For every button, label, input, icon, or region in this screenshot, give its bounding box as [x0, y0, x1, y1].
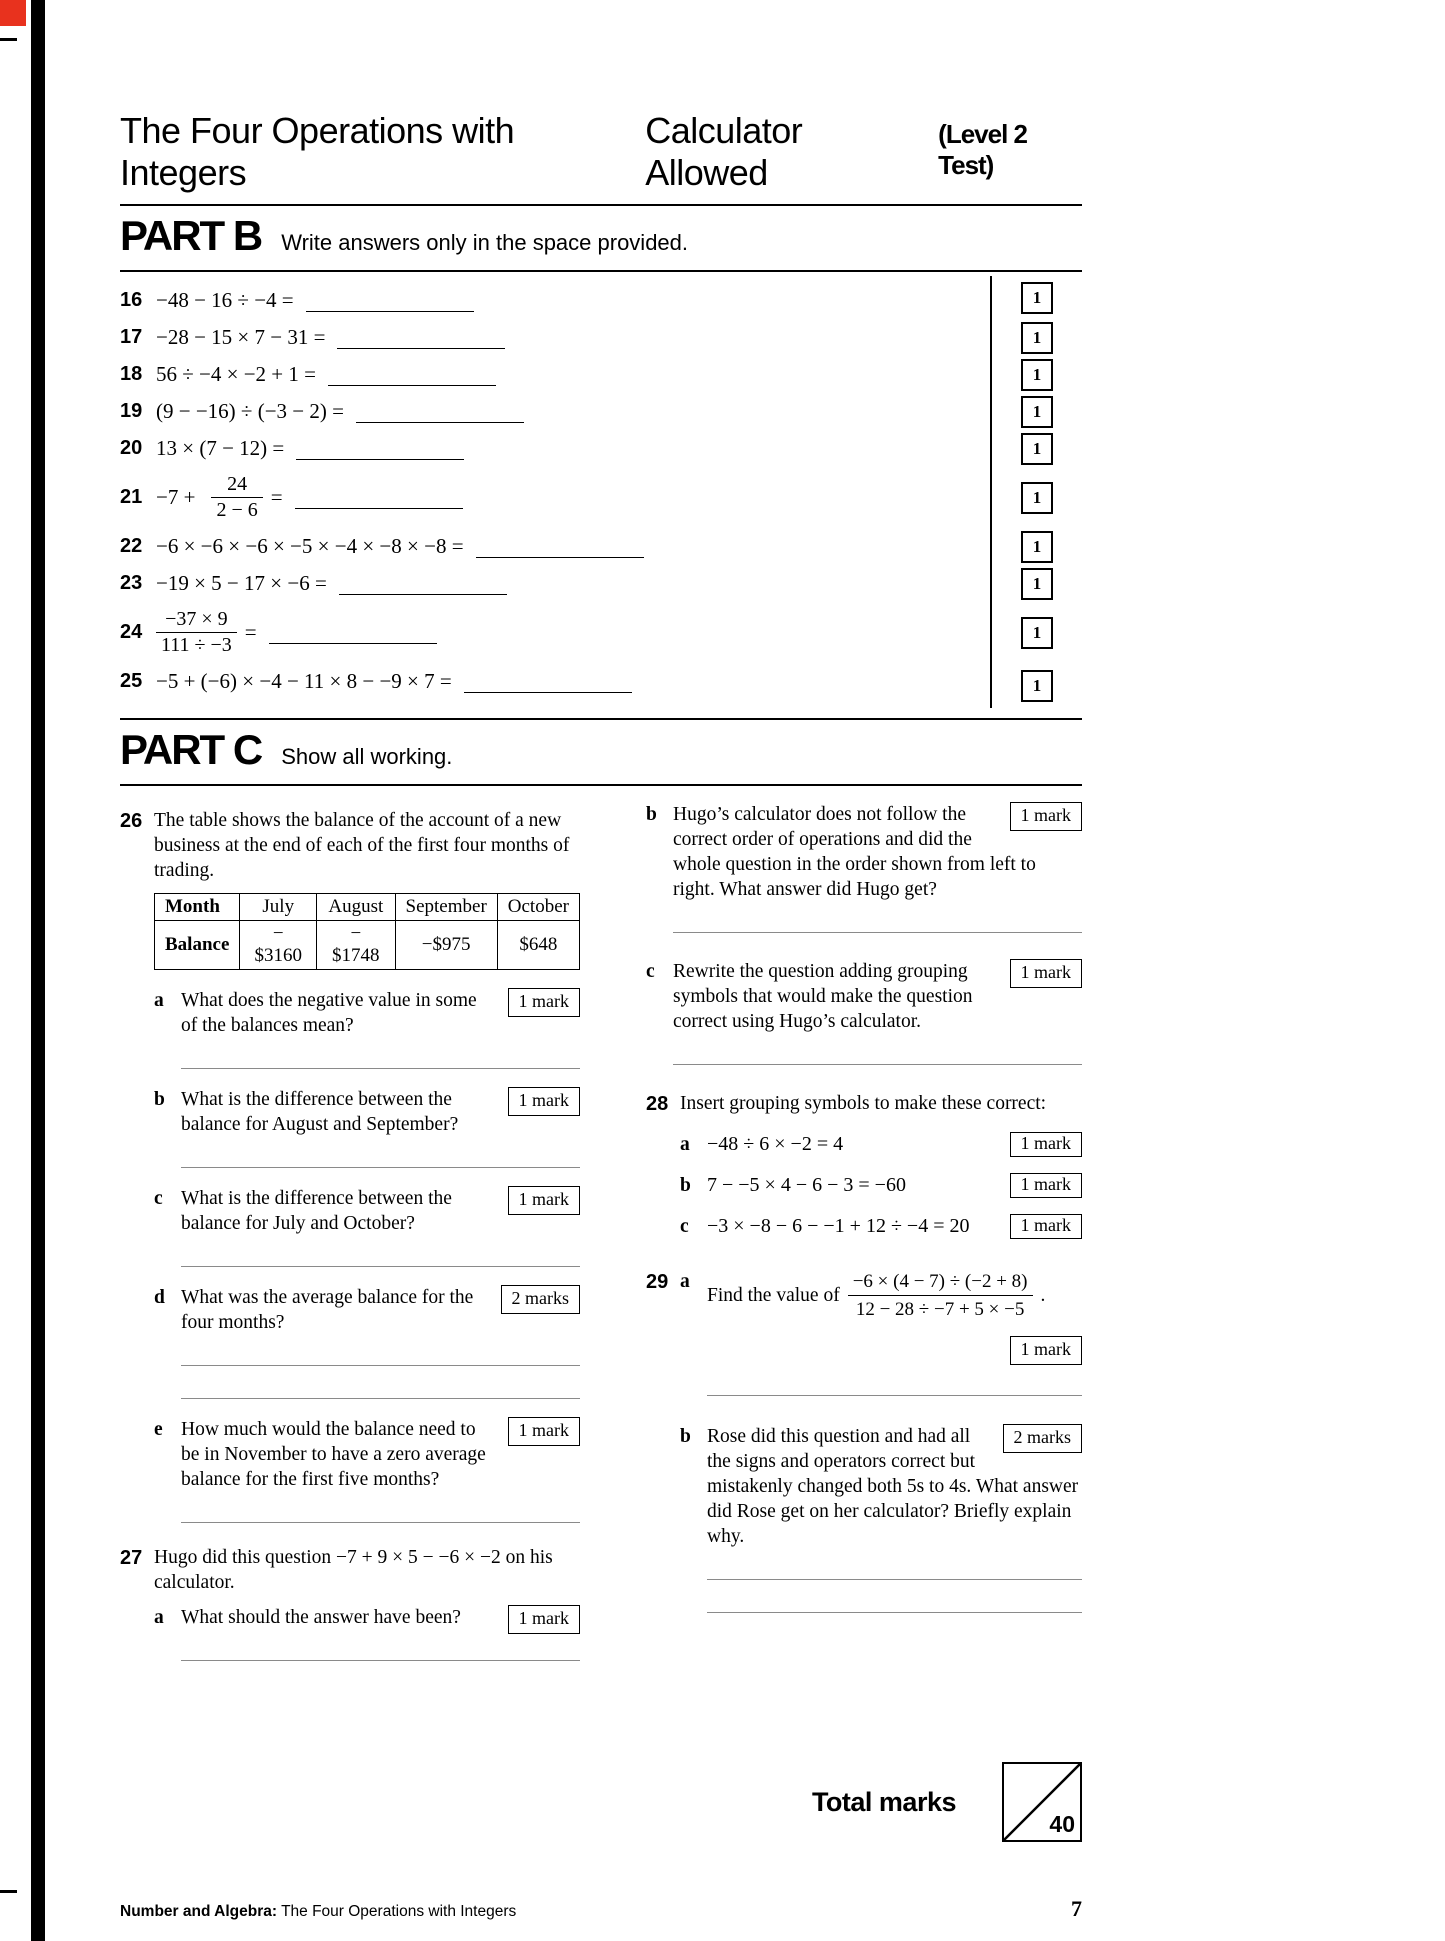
table-cell: July	[240, 894, 317, 921]
answer-line	[707, 1395, 1082, 1396]
part-text: Rose did this question and had all the signs and operators correct but mistakenly changed both 5s to 4s. What answer did Rose get on her calculator? Briefly explain why.	[707, 1426, 1079, 1547]
fraction-numerator: 24	[211, 473, 262, 498]
mark-row	[707, 1336, 1082, 1365]
total-marks-value: 40	[1049, 1811, 1075, 1837]
mark-box: 1	[1021, 482, 1053, 514]
footer-text	[120, 1903, 516, 1921]
part-text-suffix: .	[1040, 1285, 1046, 1306]
mark-tag: 1 mark	[1010, 1173, 1082, 1198]
answer-line	[181, 1167, 580, 1168]
table-cell: −$975	[395, 921, 497, 970]
part-c-heading	[120, 726, 1082, 774]
divider	[120, 204, 1082, 206]
fraction-denominator: 2 − 6	[216, 499, 258, 521]
question-28	[646, 1091, 1082, 1239]
question-29	[646, 1269, 1082, 1613]
question-27-continued	[646, 802, 1082, 1065]
question-27	[120, 1545, 580, 1661]
question-expression: (9 − −16) ÷ (−3 − 2) =	[156, 399, 344, 423]
question-expression: −48 − 16 ÷ −4 =	[156, 288, 294, 312]
answer-blank	[328, 363, 496, 386]
part-b-question-16	[120, 276, 1082, 319]
fraction	[156, 608, 237, 657]
mark-box: 1	[1021, 531, 1053, 563]
title-sub: Calculator Allowed	[645, 110, 803, 193]
question-expression: 56 ÷ −4 × −2 + 1 =	[156, 362, 316, 386]
question-28c	[680, 1214, 1082, 1239]
question-26	[120, 808, 580, 1523]
part-c-right-column	[646, 800, 1082, 1661]
question-29b	[680, 1424, 1082, 1613]
crop-mark-bottom	[0, 1890, 17, 1893]
mark-tag: 2 marks	[1003, 1424, 1083, 1453]
question-27c	[646, 959, 1082, 1065]
part-text: Rewrite the question adding grouping symbols that would make the question correct using Hugo’s calculator.	[673, 961, 973, 1032]
total-marks-row	[120, 1762, 1082, 1842]
page-footer	[120, 1896, 1082, 1922]
question-number: 24	[120, 621, 143, 643]
part-text: What was the average balance for the four months?	[181, 1287, 474, 1333]
part-c-label: PART C	[120, 726, 262, 773]
mark-box: 1	[1021, 322, 1053, 354]
answer-line	[181, 1266, 580, 1267]
table-cell: October	[497, 894, 579, 921]
question-26a	[154, 988, 580, 1069]
part-label: a	[154, 990, 164, 1011]
question-28b	[680, 1173, 1082, 1198]
answer-blank	[356, 400, 524, 423]
answer-blank	[306, 289, 474, 312]
print-registration-square	[0, 0, 26, 26]
question-intro: Hugo did this question −7 + 9 × 5 − −6 × −2 on his calculator.	[154, 1547, 553, 1593]
question-number: 27	[120, 1547, 143, 1569]
fraction-denominator: 111 ÷ −3	[161, 634, 232, 656]
question-26c	[154, 1186, 580, 1267]
question-number: 26	[120, 810, 143, 832]
part-b-heading	[120, 212, 1082, 260]
crop-mark-top	[0, 38, 17, 41]
part-b-question-21	[120, 467, 1082, 528]
part-text: Hugo’s calculator does not follow the correct order of operations and did the whole question in the order shown from left to right. What answer did Hugo get?	[673, 804, 1036, 900]
answer-line	[181, 1365, 580, 1366]
part-text: What is the difference between the balance for August and September?	[181, 1089, 459, 1135]
mark-tag: 1 mark	[1010, 1336, 1082, 1365]
part-b-question-22	[120, 528, 1082, 565]
answer-line	[673, 1064, 1082, 1065]
spine-bar	[31, 0, 45, 1941]
question-expression: 13 × (7 − 12) =	[156, 436, 285, 460]
part-expression: 7 − −5 × 4 − 6 − 3 = −60	[707, 1174, 906, 1196]
question-number: 29	[646, 1271, 669, 1293]
mark-tag: 1 mark	[1010, 1132, 1082, 1157]
mark-tag: 1 mark	[1010, 802, 1082, 831]
table-header-month: Month	[155, 894, 240, 921]
question-intro: Insert grouping symbols to make these correct:	[680, 1093, 1047, 1114]
question-expression: −6 × −6 × −6 × −5 × −4 × −8 × −8 =	[156, 534, 464, 558]
footer-strand: Number and Algebra:	[120, 1903, 278, 1920]
part-b-question-20	[120, 430, 1082, 467]
mark-tag: 1 mark	[508, 1186, 580, 1215]
page-content	[120, 110, 1082, 1661]
part-label: b	[680, 1174, 691, 1196]
part-b-question-25	[120, 663, 1082, 708]
answer-blank	[337, 326, 505, 349]
title-main: The Four Operations with Integers	[120, 110, 515, 193]
question-27a	[154, 1605, 580, 1661]
part-b-instruction: Write answers only in the space provided.	[281, 230, 689, 255]
question-expression: −5 + (−6) × −4 − 11 × 8 − −9 × 7 =	[156, 669, 452, 693]
answer-blank	[476, 535, 644, 558]
part-label: b	[154, 1089, 165, 1110]
answer-line	[707, 1612, 1082, 1613]
fraction-denominator: 12 − 28 ÷ −7 + 5 × −5	[855, 1299, 1025, 1320]
question-expression-prefix: −7 +	[156, 485, 196, 509]
question-number: 19	[120, 400, 143, 422]
table-cell: September	[395, 894, 497, 921]
mark-tag: 1 mark	[508, 1605, 580, 1634]
table-cell: August	[317, 894, 395, 921]
part-b-question-18	[120, 356, 1082, 393]
table-cell: −$3160	[240, 921, 317, 970]
question-number: 21	[120, 486, 143, 508]
answer-line	[181, 1398, 580, 1399]
part-text: What does the negative value in some of the balances mean?	[181, 990, 477, 1036]
total-marks-label: Total marks	[811, 1786, 956, 1817]
part-b-question-23	[120, 565, 1082, 602]
part-label: d	[154, 1287, 165, 1308]
part-label: b	[646, 804, 657, 825]
question-26e	[154, 1417, 580, 1523]
divider	[120, 784, 1082, 786]
question-expression-suffix: =	[244, 620, 257, 644]
page-number: 7	[1071, 1896, 1082, 1921]
page-title	[120, 110, 1082, 194]
mark-box: 1	[1021, 670, 1053, 702]
question-28a	[680, 1132, 1082, 1157]
mark-tag: 2 marks	[501, 1285, 581, 1314]
part-expression: −48 ÷ 6 × −2 = 4	[707, 1133, 844, 1155]
divider	[120, 270, 1082, 272]
question-number: 17	[120, 326, 143, 348]
table-cell: $648	[497, 921, 579, 970]
part-text-line	[707, 1269, 1045, 1322]
mark-box: 1	[1021, 568, 1053, 600]
part-b-question-19	[120, 393, 1082, 430]
mark-tag: 1 mark	[508, 1087, 580, 1116]
table-header-balance: Balance	[155, 921, 240, 970]
part-label: a	[154, 1607, 164, 1628]
mark-box: 1	[1021, 617, 1053, 649]
answer-line	[181, 1522, 580, 1523]
answer-blank	[339, 572, 507, 595]
fraction	[211, 473, 262, 522]
question-26b	[154, 1087, 580, 1168]
part-label: e	[154, 1419, 163, 1440]
mark-tag: 1 mark	[1010, 959, 1082, 988]
table-cell: −$1748	[317, 921, 395, 970]
title-level: (Level 2 Test)	[938, 119, 1027, 180]
part-b-label: PART B	[120, 212, 262, 259]
question-expression: −28 − 15 × 7 − 31 =	[156, 325, 326, 349]
part-text: What is the difference between the balance for July and October?	[181, 1188, 452, 1234]
part-label: c	[680, 1215, 689, 1237]
balance-table	[154, 893, 580, 970]
part-text: How much would the balance need to be in November to have a zero average balance for the first five months?	[181, 1419, 486, 1490]
part-text: Find the value of	[707, 1285, 840, 1306]
question-expression-suffix: =	[270, 485, 283, 509]
divider	[120, 718, 1082, 720]
question-number: 20	[120, 437, 143, 459]
part-c-instruction: Show all working.	[281, 744, 453, 769]
answer-blank	[464, 670, 632, 693]
mark-tag: 1 mark	[508, 1417, 580, 1446]
part-label: c	[154, 1188, 163, 1209]
table-row	[155, 921, 580, 970]
question-number: 16	[120, 289, 143, 311]
question-29a	[680, 1269, 1082, 1396]
question-number: 23	[120, 572, 143, 594]
answer-blank	[296, 437, 464, 460]
part-label: b	[680, 1426, 691, 1447]
answer-blank	[269, 621, 437, 644]
part-c-body	[120, 800, 1082, 1661]
answer-blank	[295, 486, 463, 509]
question-26d	[154, 1285, 580, 1399]
answer-line	[181, 1660, 580, 1661]
mark-box: 1	[1021, 433, 1053, 465]
answer-line	[181, 1068, 580, 1069]
table-row	[155, 894, 580, 921]
part-b-question-17	[120, 319, 1082, 356]
fraction	[848, 1269, 1033, 1322]
question-number: 22	[120, 535, 143, 557]
part-text: What should the answer have been?	[181, 1607, 461, 1628]
total-marks-box	[1002, 1762, 1082, 1842]
part-label: a	[680, 1133, 690, 1155]
part-expression: −3 × −8 − 6 − −1 + 12 ÷ −4 = 20	[707, 1215, 970, 1237]
fraction-numerator: −6 × (4 − 7) ÷ (−2 + 8)	[848, 1269, 1033, 1296]
question-expression: −19 × 5 − 17 × −6 =	[156, 571, 327, 595]
question-number: 18	[120, 363, 143, 385]
mark-tag: 1 mark	[1010, 1214, 1082, 1239]
footer-title: The Four Operations with Integers	[281, 1903, 517, 1920]
question-number: 28	[646, 1093, 669, 1115]
part-label: c	[646, 961, 655, 982]
mark-box: 1	[1021, 359, 1053, 391]
mark-box: 1	[1021, 282, 1053, 314]
part-c-left-column	[120, 800, 580, 1661]
part-b-questions	[120, 276, 1082, 708]
answer-line	[673, 932, 1082, 933]
mark-box: 1	[1021, 396, 1053, 428]
question-intro: The table shows the balance of the account of a new business at the end of each of the first four months of trading.	[154, 810, 570, 881]
mark-tag: 1 mark	[508, 988, 580, 1017]
part-b-question-24	[120, 602, 1082, 663]
fraction-numerator: −37 × 9	[156, 608, 237, 633]
answer-line	[707, 1579, 1082, 1580]
question-27b	[646, 802, 1082, 933]
question-number: 25	[120, 670, 143, 692]
part-label: a	[680, 1271, 690, 1292]
